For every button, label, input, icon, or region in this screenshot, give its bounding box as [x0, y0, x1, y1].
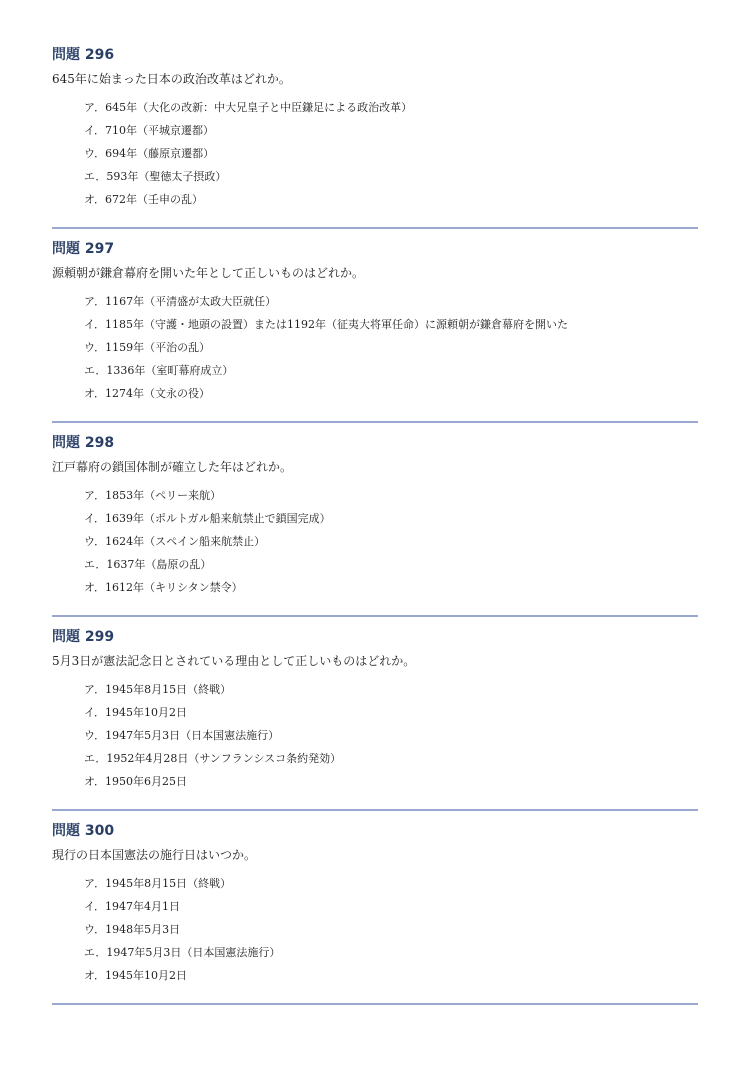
- question-title: 問題 298: [52, 435, 115, 451]
- option-i: イ．1947年4月1日: [84, 900, 181, 913]
- option-e: エ．1637年（島原の乱）: [84, 558, 212, 571]
- option-o: オ．1612年（キリシタン禁令）: [84, 581, 243, 594]
- option-i: イ．710年（平城京遷都）: [84, 124, 215, 137]
- question-297: [52, 239, 698, 408]
- question-text: 源頼朝が鎌倉幕府を開いた年として正しいものはどれか。: [52, 266, 365, 280]
- option-u: ウ．1159年（平治の乱）: [84, 341, 211, 354]
- option-a: ア．645年（大化の改新：中大兄皇子と中臣鎌足による政治改革）: [84, 101, 413, 114]
- option-o: オ．672年（壬申の乱）: [84, 193, 204, 206]
- option-e: エ．1952年4月28日（サンフランシスコ条約発効）: [84, 752, 342, 765]
- option-e: エ．1947年5月3日（日本国憲法施行）: [84, 946, 281, 959]
- section-divider: [52, 421, 698, 423]
- section-divider: [52, 227, 698, 229]
- question-title: 問題 299: [52, 629, 115, 645]
- option-u: ウ．1948年5月3日: [84, 923, 181, 936]
- section-divider: [52, 615, 698, 617]
- option-o: オ．1274年（文永の役）: [84, 387, 211, 400]
- option-list: [52, 681, 698, 796]
- question-text: 5月3日が憲法記念日とされている理由として正しいものはどれか。: [52, 654, 416, 668]
- option-i: イ．1945年10月2日: [84, 706, 187, 719]
- option-i: イ．1185年（守護・地頭の設置）または1192年（征夷大将軍任命）に源頼朝が鎌倉幕府を開いた: [84, 318, 568, 331]
- option-a: ア．1167年（平清盛が太政大臣就任）: [84, 295, 277, 308]
- question-text: 現行の日本国憲法の施行日はいつか。: [52, 848, 257, 862]
- question-text: 645年に始まった日本の政治改革はどれか。: [52, 72, 291, 86]
- option-i: イ．1639年（ポルトガル船来航禁止で鎖国完成）: [84, 512, 331, 525]
- option-a: ア．1945年8月15日（終戦）: [84, 683, 232, 696]
- section-divider: [52, 1003, 698, 1005]
- question-title: 問題 300: [52, 823, 115, 839]
- option-u: ウ．694年（藤原京遷都）: [84, 147, 215, 160]
- question-300: [52, 821, 698, 990]
- question-296: [52, 45, 698, 214]
- option-e: エ．1336年（室町幕府成立）: [84, 364, 234, 377]
- question-text: 江戸幕府の鎖国体制が確立した年はどれか。: [52, 460, 293, 474]
- option-u: ウ．1947年5月3日（日本国憲法施行）: [84, 729, 280, 742]
- question-title: 問題 297: [52, 241, 115, 257]
- question-title: 問題 296: [52, 47, 115, 63]
- question-299: [52, 627, 698, 796]
- option-u: ウ．1624年（スペイン船来航禁止）: [84, 535, 266, 548]
- option-e: エ．593年（聖徳太子摂政）: [84, 170, 227, 183]
- option-list: [52, 293, 698, 408]
- option-list: [52, 875, 698, 990]
- question-298: [52, 433, 698, 602]
- option-o: オ．1945年10月2日: [84, 969, 187, 982]
- option-list: [52, 487, 698, 602]
- option-o: オ．1950年6月25日: [84, 775, 187, 788]
- section-divider: [52, 809, 698, 811]
- option-a: ア．1945年8月15日（終戦）: [84, 877, 232, 890]
- option-list: [52, 99, 698, 214]
- option-a: ア．1853年（ペリー来航）: [84, 489, 222, 502]
